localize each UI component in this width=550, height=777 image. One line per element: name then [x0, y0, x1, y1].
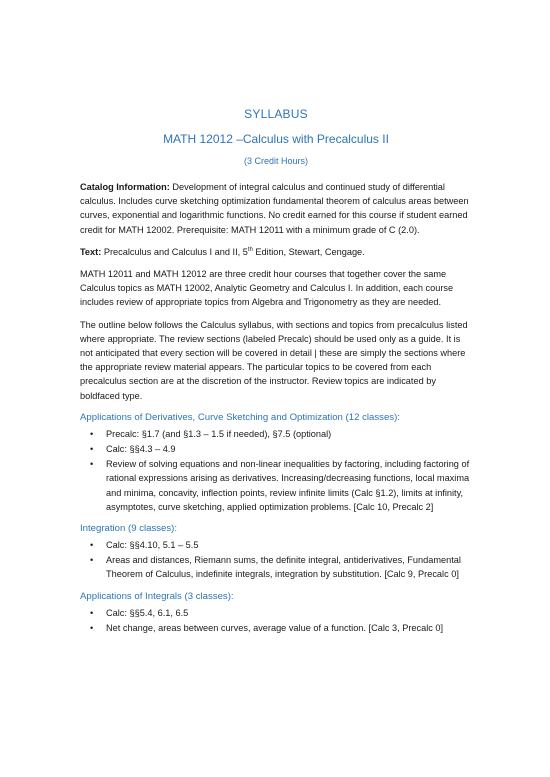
section-list-applications-of-derivatives [80, 427, 472, 514]
list-item: • Calc: §§4.3 – 4.9 [80, 442, 472, 456]
syllabus-title: SYLLABUS [244, 107, 308, 121]
catalog-text: Development of integral calculus and continued study of differential calculus. Includes curve sketching optimization fundamental theorem of calculus areas between curves, exponential and logarithmic functions. No credit earned for this course if student earned credit for MATH 12002. Prerequisite: MATH 12011 with a minimum grade of C (2.0). [80, 182, 469, 235]
intro-paragraph: MATH 12011 and MATH 12012 are three credit hour courses that together cover the same Calculus topics as MATH 12002, Analytic Geometry and Calculus I. In addition, each course includes review of appropriate topics from Algebra and Trigonometry as they are needed. [80, 269, 454, 308]
list-item: • Calc: §§5.4, 6.1, 6.5 [80, 606, 472, 620]
bullet-icon: • [90, 444, 94, 455]
list-item: • Areas and distances, Riemann sums, the definite integral, antiderivatives, Fundamental Theorem of Calculus, indefinite integrals, integration by substitution. [Calc 9, Precalc 0] [90, 555, 461, 580]
bullet-icon: • [90, 459, 94, 470]
list-item: • Net change, areas between curves, average value of a function. [Calc 3, Precalc 0] [80, 621, 472, 635]
edition-superscript: th [247, 246, 253, 253]
list-item: • Precalc: §1.7 (and §1.3 – 1.5 if needed), §7.5 (optional) [80, 427, 472, 441]
bullet-icon: • [90, 607, 94, 618]
section-heading-applications-of-integrals: Applications of Integrals (3 classes): [80, 590, 234, 602]
list-item: • Review of solving equations and non-linear inequalities by factoring, including factoring of rational expressions arising as derivatives. Increasing/decreasing functions, local maxima and minima, concavity, inflection points, review infinite limits (Calc §1.2), limits at infinity, asymptotes, curve sketching, applied optimization problems. [Calc 10, Precalc 2] [90, 459, 470, 512]
bullet-icon: • [90, 540, 94, 551]
section-list-integration [80, 538, 472, 582]
text-label: Text: [80, 246, 102, 257]
section-list-applications-of-integrals [80, 606, 472, 635]
section-heading-applications-of-derivatives: Applications of Derivatives, Curve Sketching and Optimization (12 classes): [80, 411, 400, 423]
textbook-information [80, 245, 472, 259]
bullet-icon: • [90, 555, 94, 566]
page-content [80, 107, 472, 636]
list-item: • Calc: §§4.10, 5.1 – 5.5 [80, 538, 472, 552]
section-heading-integration: Integration (9 classes): [80, 523, 178, 535]
credit-hours: (3 Credit Hours) [243, 156, 308, 166]
bullet-icon: • [90, 622, 94, 633]
catalog-information [80, 180, 472, 237]
outline-paragraph: The outline below follows the Calculus syllabus, with sections and topics from precalculus listed where appropriate. The review sections (labeled Precalc) should be used only as a guide. It is not anticipated that every section will be covered in detail | these are simply the sections where the appropriate review material appears. The particular topics to be covered from each precalculus section are at the discretion of the instructor. Review topics are indicated by boldfaced type. [80, 319, 468, 401]
course-title: MATH 12012 –Calculus with Precalculus II [163, 132, 389, 146]
text-title: Precalculus and Calculus I and II, 5 [101, 246, 248, 257]
text-publisher: Edition, Stewart, Cengage. [252, 246, 365, 257]
catalog-label: Catalog Information: [80, 182, 170, 192]
bullet-icon: • [90, 428, 94, 439]
